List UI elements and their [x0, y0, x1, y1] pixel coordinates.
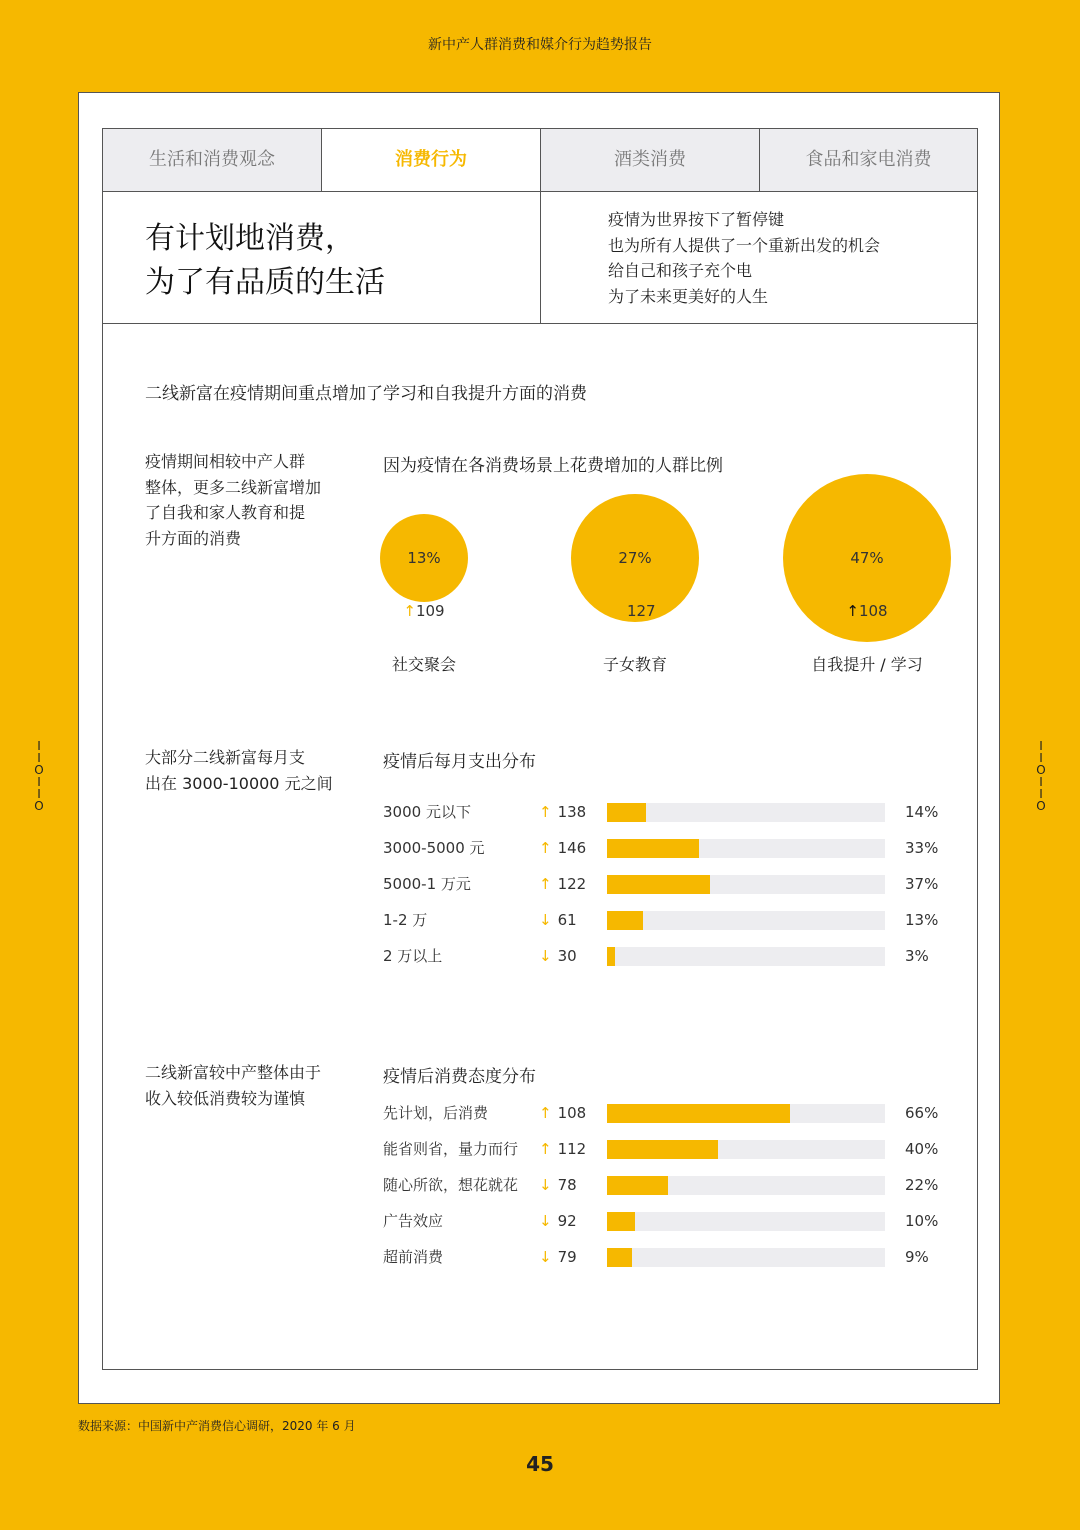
bar-track: [607, 1212, 885, 1231]
desc-line: 疫情期间相较中产人群: [145, 452, 306, 471]
tab-lifestyle[interactable]: 生活和消费观念: [103, 129, 322, 191]
bar-index-label: ↓ 61: [539, 911, 577, 929]
arrow-down-icon: ↓: [539, 911, 552, 929]
bar-row: [383, 872, 943, 896]
bar-index-label: ↑ 112: [539, 1140, 587, 1158]
bar-index-label: ↓ 79: [539, 1248, 577, 1266]
bar-category-label: 先计划，后消费: [383, 1104, 489, 1122]
attitude-chart-title: 疫情后消费态度分布: [383, 1067, 536, 1087]
bar-category-label: 随心所欲，想花就花: [383, 1176, 519, 1194]
bar-track: [607, 803, 885, 822]
bar-row: [383, 1101, 943, 1125]
tab-alcohol[interactable]: 酒类消费: [541, 129, 760, 191]
quote-line: 也为所有人提供了一个重新出发的机会: [608, 235, 881, 255]
bar-value-label: 33%: [905, 839, 939, 857]
bubble-index-label: ↑127: [614, 602, 656, 620]
bar-value-label: 10%: [905, 1212, 939, 1230]
bar-index-label: ↓ 92: [539, 1212, 577, 1230]
arrow-down-icon: ↓: [539, 1176, 552, 1194]
bar-category-label: 5000-1 万元: [383, 875, 471, 893]
bubble-category-label: 社交聚会: [391, 655, 457, 674]
bubble-index-label: ↑109: [403, 602, 445, 620]
bar-value-label: 66%: [905, 1104, 939, 1122]
bar-value-label: 3%: [905, 947, 929, 965]
attitude-bar-chart: [383, 1101, 943, 1291]
bar-fill: [607, 803, 646, 822]
bar-fill: [607, 1140, 718, 1159]
arrow-up-icon: ↑: [539, 1140, 552, 1158]
bar-fill: [607, 875, 710, 894]
quote-line: 给自己和孩子充个电: [608, 261, 753, 280]
data-source: 数据来源：中国新中产消费信心调研，2020 年 6 月: [78, 1419, 356, 1433]
bar-fill: [607, 1212, 635, 1231]
bar-track: [607, 947, 885, 966]
bar-row: [383, 1173, 943, 1197]
bar-category-label: 超前消费: [383, 1248, 444, 1266]
bar-index-label: ↑ 146: [539, 839, 587, 857]
desc-line: 出在 3000-10000 元之间: [145, 773, 333, 793]
bar-row: [383, 800, 943, 824]
arrow-up-icon: ↑: [539, 875, 552, 893]
desc-line: 了自我和家人教育和提: [145, 503, 306, 522]
bar-fill: [607, 947, 615, 966]
bar-track: [607, 839, 885, 858]
bar-row: [383, 836, 943, 860]
bar-category-label: 广告效应: [383, 1212, 444, 1230]
desc-line: 收入较低消费较为谨慎: [145, 1088, 306, 1108]
headline-line: 为了有品质的生活: [145, 265, 385, 300]
bubble-index-label: ↑108: [846, 602, 888, 620]
arrow-down-icon: ↓: [539, 1212, 552, 1230]
bubble-value-label: 13%: [407, 549, 441, 567]
report-title: 新中产人群消费和媒介行为趋势报告: [428, 37, 652, 53]
bar-value-label: 37%: [905, 875, 939, 893]
bar-fill: [607, 1104, 790, 1123]
bar-value-label: 13%: [905, 911, 939, 929]
section-title: 二线新富在疫情期间重点增加了学习和自我提升方面的消费: [145, 384, 587, 404]
bubble-category-label: 自我提升 / 学习: [811, 655, 923, 674]
arrow-down-icon: ↓: [539, 1248, 552, 1266]
bar-category-label: 3000-5000 元: [383, 839, 485, 857]
bar-category-label: 1-2 万: [383, 911, 428, 929]
quote-line: 为了未来更美好的人生: [608, 286, 769, 306]
arrow-up-icon: ↑: [539, 803, 552, 821]
arrow-up-icon: ↑: [539, 1104, 552, 1122]
bar-value-label: 9%: [905, 1248, 929, 1266]
bar-value-label: 40%: [905, 1140, 939, 1158]
block3-description: [145, 1060, 321, 1111]
page-number: 45: [526, 1452, 554, 1476]
desc-line: 升方面的消费: [145, 528, 242, 548]
desc-line: 二线新富较中产整体由于: [145, 1063, 322, 1082]
bar-category-label: 能省则省，量力而行: [383, 1140, 519, 1158]
bar-category-label: 2 万以上: [383, 947, 443, 965]
bar-fill: [607, 1248, 632, 1267]
bar-row: [383, 1245, 943, 1269]
content-frame: [102, 128, 978, 1370]
bubble-value-label: 47%: [850, 549, 884, 567]
bar-row: [383, 908, 943, 932]
bubble-category-label: 子女教育: [602, 655, 668, 674]
bar-track: [607, 1104, 885, 1123]
bar-row: [383, 1209, 943, 1233]
bar-track: [607, 875, 885, 894]
block2-description: [145, 745, 333, 796]
bar-index-label: ↑ 122: [539, 875, 587, 893]
bar-index-label: ↓ 78: [539, 1176, 577, 1194]
bar-track: [607, 1140, 885, 1159]
bar-value-label: 22%: [905, 1176, 939, 1194]
bar-track: [607, 1176, 885, 1195]
bubble-value-label: 27%: [618, 549, 652, 567]
side-mark-right: I I O I I O: [1036, 739, 1046, 813]
bar-track: [607, 911, 885, 930]
bubble-chart-title: 因为疫情在各消费场景上花费增加的人群比例: [383, 456, 723, 476]
side-mark-left: I I O I I O: [34, 739, 44, 813]
tab-food-appliances[interactable]: 食品和家电消费: [760, 129, 977, 191]
arrow-down-icon: ↓: [539, 947, 552, 965]
bar-row: [383, 1137, 943, 1161]
bar-row: [383, 944, 943, 968]
bar-fill: [607, 1176, 668, 1195]
bar-fill: [607, 839, 699, 858]
spend-chart-title: 疫情后每月支出分布: [383, 752, 536, 772]
bubble-chart: [103, 129, 977, 689]
desc-line: 大部分二线新富每月支: [145, 748, 306, 767]
desc-line: 整体，更多二线新富增加: [145, 477, 322, 497]
bar-index-label: ↑ 108: [539, 1104, 587, 1122]
arrow-up-icon: ↑: [539, 839, 552, 857]
bar-value-label: 14%: [905, 803, 939, 821]
headline-line: 有计划地消费，: [145, 221, 355, 256]
bar-fill: [607, 911, 643, 930]
bar-category-label: 3000 元以下: [383, 803, 471, 821]
tab-consumption-behavior[interactable]: 消费行为: [322, 129, 541, 191]
quote-line: 疫情为世界按下了暂停键: [608, 210, 785, 229]
bar-index-label: ↓ 30: [539, 947, 577, 965]
bar-index-label: ↑ 138: [539, 803, 587, 821]
spend-bar-chart: [383, 800, 943, 990]
bar-track: [607, 1248, 885, 1267]
